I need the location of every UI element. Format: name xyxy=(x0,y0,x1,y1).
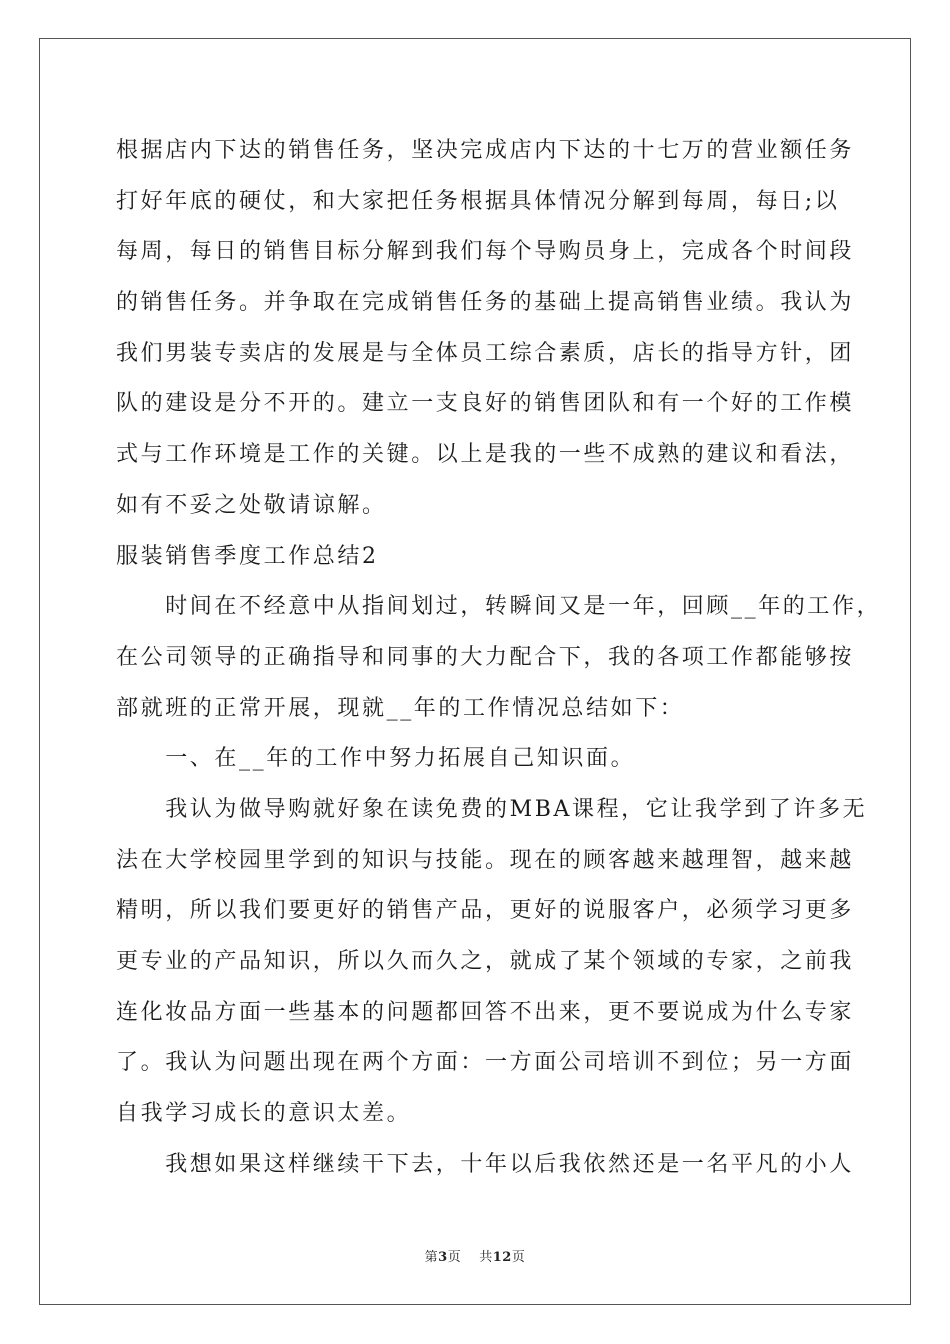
page-number-suffix: 页 xyxy=(447,1250,462,1265)
text-line: 根据店内下达的销售任务，坚决完成店内下达的十七万的营业额任务 xyxy=(116,138,855,163)
total-pages-suffix: 页 xyxy=(511,1250,526,1265)
text-line: 如有不妥之处敬请谅解。 xyxy=(116,492,387,518)
total-pages-prefix: 共 xyxy=(479,1250,493,1265)
text-line: 我认为做导购就好象在读免费的MBA课程，它让我学到了许多无 xyxy=(116,796,868,822)
document-body xyxy=(116,126,882,1190)
text-line: 时间在不经意中从指间划过，转瞬间又是一年，回顾__年的工作， xyxy=(116,594,882,620)
page-footer xyxy=(0,1246,950,1265)
subheading-line: 一、在__年的工作中努力拓展自己知识面。 xyxy=(116,746,636,772)
current-page-number: 3 xyxy=(438,1250,448,1265)
text-line: 在公司领导的正确指导和同事的大力配合下，我的各项工作都能够按 xyxy=(116,644,855,670)
text-line: 我们男装专卖店的发展是与全体员工综合素质，店长的指导方针，团 xyxy=(116,340,855,366)
text-line: 打好年底的硬仗，和大家把任务根据具体情况分解到每周，每日;以 xyxy=(116,188,840,214)
text-line: 每周，每日的销售目标分解到我们每个导购员身上，完成各个时间段 xyxy=(116,239,855,265)
text-line: 更专业的产品知识，所以久而久之，就成了某个领域的专家，之前我 xyxy=(116,949,855,974)
text-line: 我想如果这样继续干下去，十年以后我依然还是一名平凡的小人 xyxy=(116,1151,855,1177)
text-line: 连化妆品方面一些基本的问题都回答不出来，更不要说成为什么专家 xyxy=(116,999,855,1025)
text-line: 部就班的正常开展，现就__年的工作情况总结如下： xyxy=(116,695,685,721)
text-line: 式与工作环境是工作的关键。以上是我的一些不成熟的建议和看法， xyxy=(116,442,855,468)
text-line: 精明，所以我们要更好的销售产品，更好的说服客户，必须学习更多 xyxy=(116,898,855,924)
text-line: 了。我认为问题出现在两个方面：一方面公司培训不到位；另一方面 xyxy=(116,1050,855,1076)
text-line: 自我学习成长的意识太差。 xyxy=(116,1101,412,1127)
section-heading: 服装销售季度工作总结2 xyxy=(116,543,379,569)
text-line: 队的建设是分不开的。建立一支良好的销售团队和有一个好的工作模 xyxy=(116,391,855,417)
text-line: 的销售任务。并争取在完成销售任务的基础上提高销售业绩。我认为 xyxy=(116,290,855,316)
total-pages-number: 12 xyxy=(492,1250,512,1265)
page-number-prefix: 第 xyxy=(424,1250,439,1265)
text-line: 法在大学校园里学到的知识与技能。现在的顾客越来越理智，越来越 xyxy=(116,847,855,873)
